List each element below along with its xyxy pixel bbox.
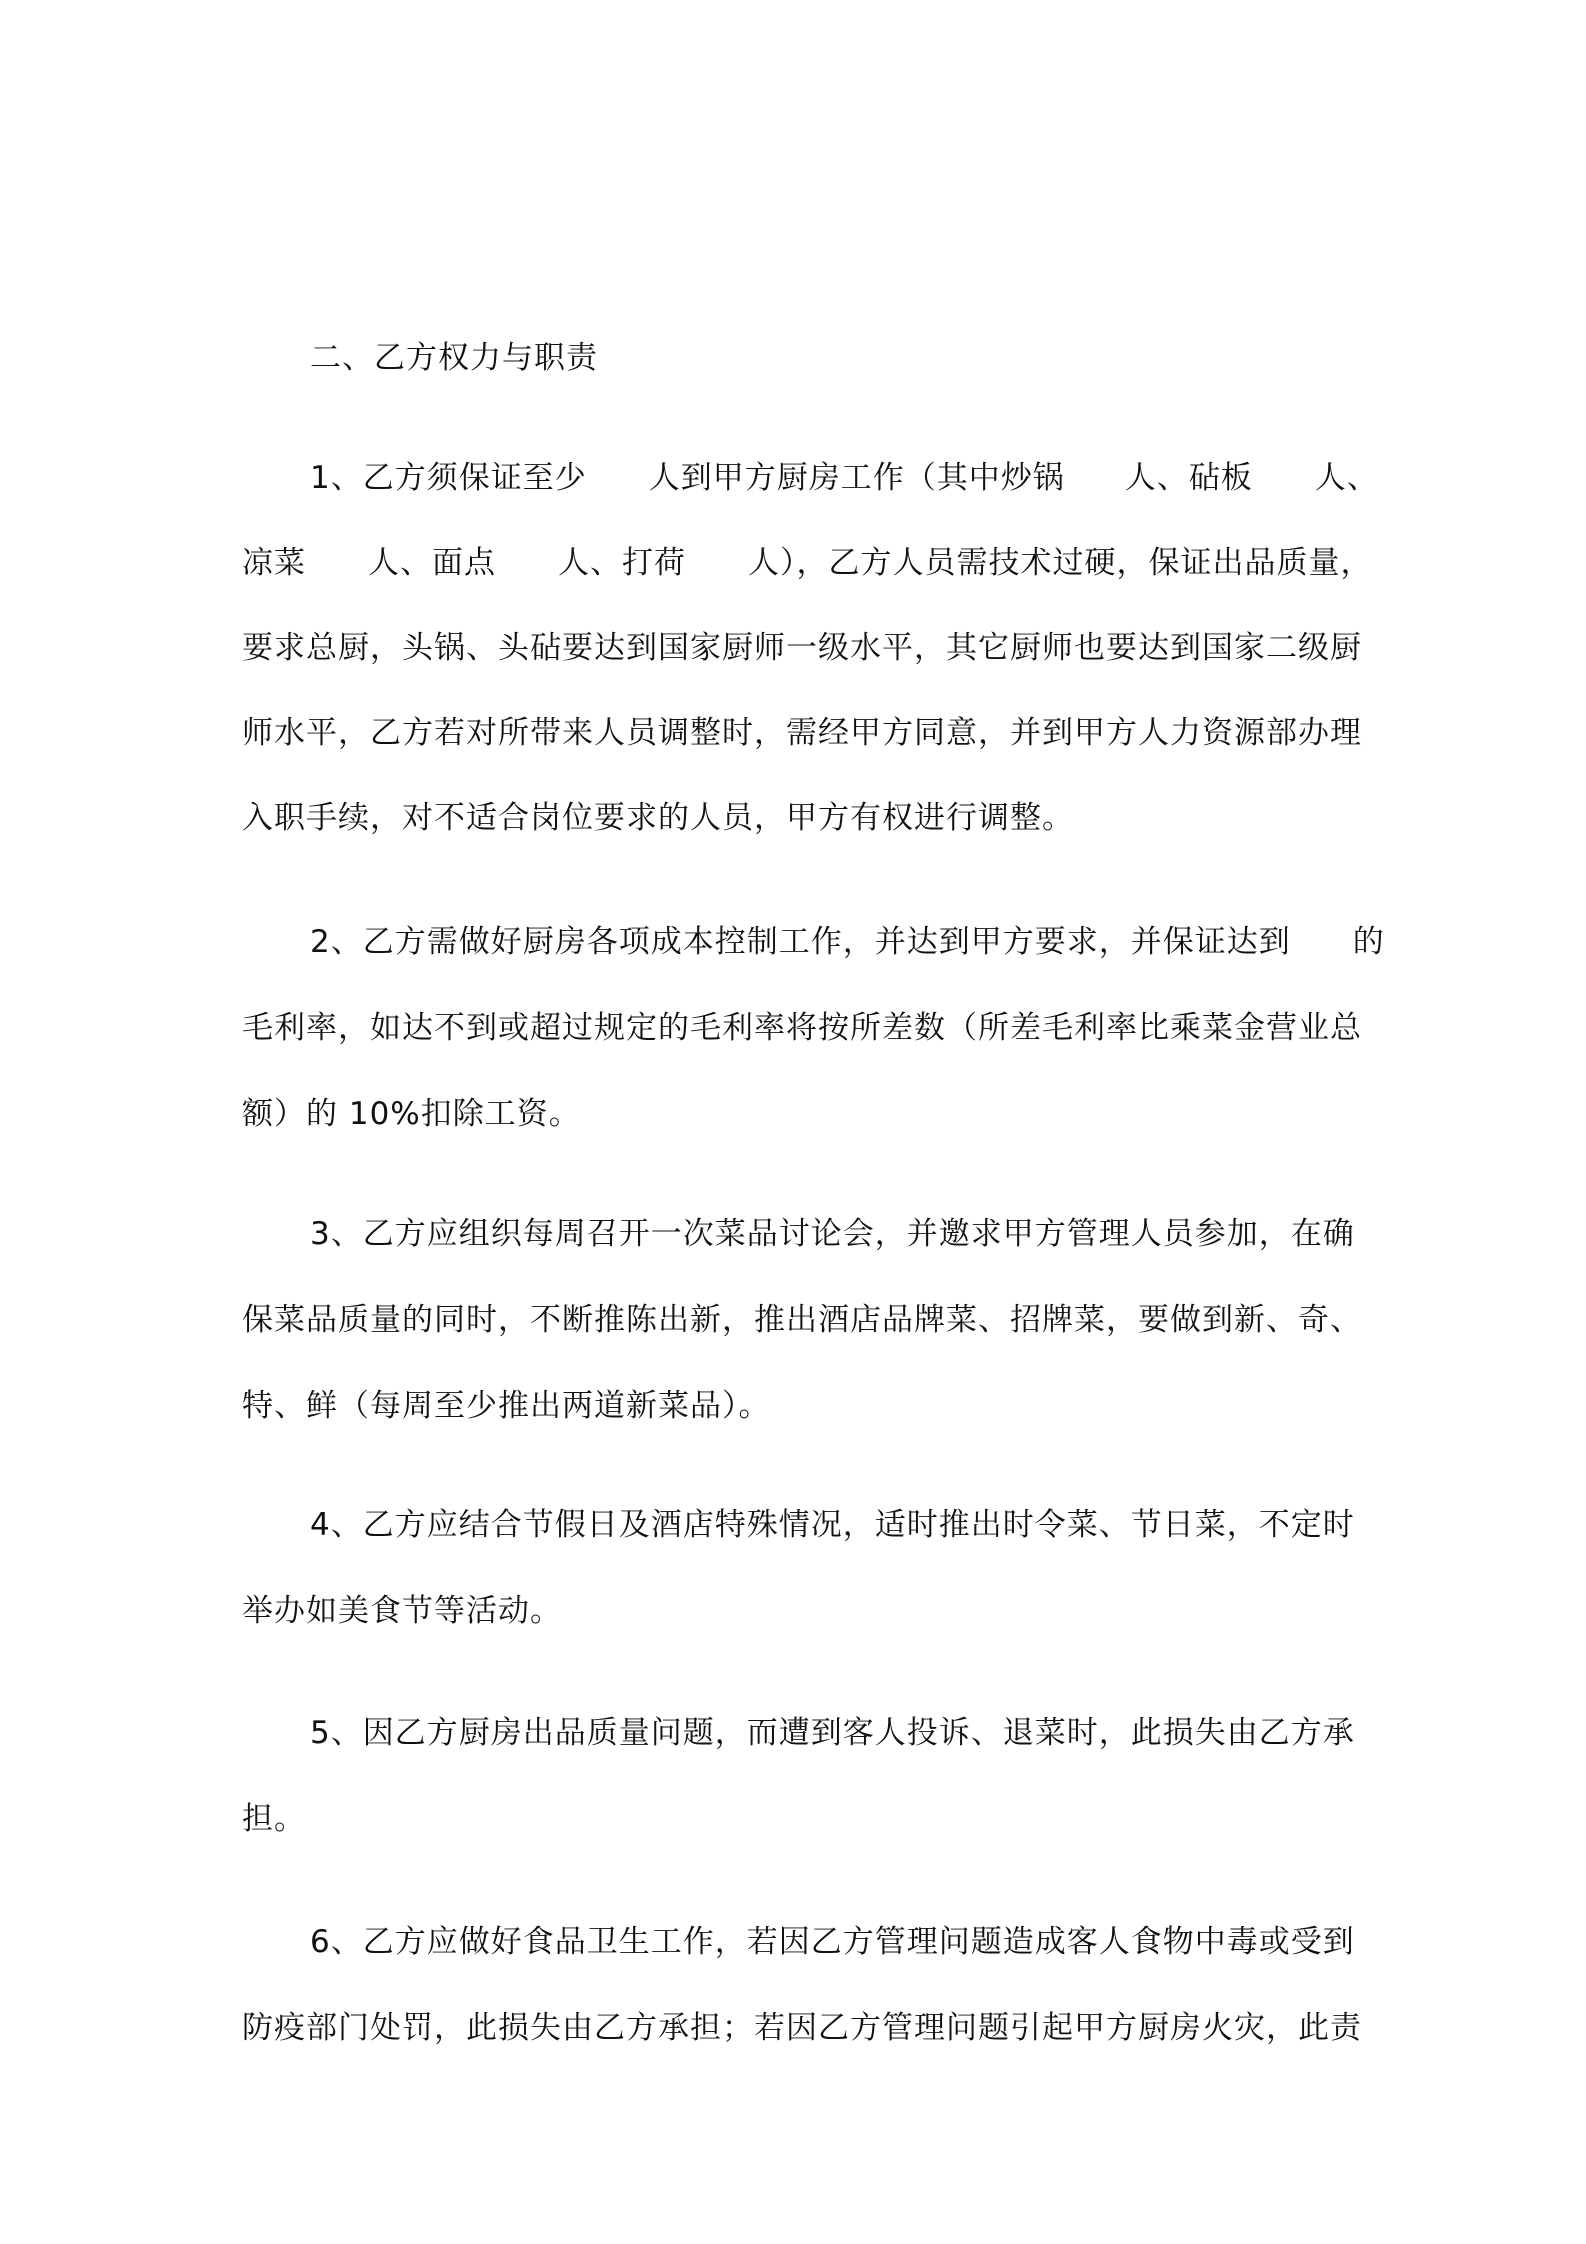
text-segment: 额）的 10%扣除工资。	[242, 1096, 581, 1132]
text-segment: 3、乙方应组织每周召开一次菜品讨论会，并邀求甲方管理人员参加，在确	[310, 1216, 1355, 1252]
paragraph-line	[242, 1094, 581, 1134]
text-segment: 人、打荷	[558, 545, 686, 581]
paragraph-line	[242, 628, 1362, 668]
text-segment: 4、乙方应结合节假日及酒店特殊情况，适时推出时令菜、节日菜，不定时	[310, 1507, 1355, 1543]
text-segment: 5、因乙方厨房出品质量问题，而遭到客人投诉、退菜时，此损失由乙方承	[310, 1715, 1355, 1751]
text-segment: 人到甲方厨房工作（其中炒锅	[648, 460, 1065, 496]
text-segment: 人、面点	[368, 545, 496, 581]
text-segment: 毛利率，如达不到或超过规定的毛利率将按所差数（所差毛利率比乘菜金营业总	[242, 1010, 1362, 1046]
paragraph-line	[310, 458, 1379, 498]
text-segment: 举办如美食节等活动。	[242, 1593, 562, 1629]
paragraph-line	[310, 1505, 1355, 1545]
section-heading: 二、乙方权力与职责	[310, 340, 598, 376]
paragraph-line	[310, 1922, 1355, 1962]
text-segment: 人、砧板	[1124, 460, 1253, 496]
text-segment: 入职手续，对不适合岗位要求的人员，甲方有权进行调整。	[242, 800, 1074, 836]
text-segment: 防疫部门处罚，此损失由乙方承担；若因乙方管理问题引起甲方厨房火灾，此责	[242, 2010, 1362, 2046]
paragraph-line	[242, 543, 1373, 583]
text-segment: 人），乙方人员需技术过硬，保证出品质量，	[748, 545, 1373, 581]
text-segment: 1、乙方须保证至少	[310, 460, 587, 496]
text-segment: 特、鲜（每周至少推出两道新菜品）。	[242, 1388, 771, 1424]
text-segment: 2、乙方需做好厨房各项成本控制工作，并达到甲方要求，并保证达到	[310, 924, 1291, 960]
paragraph-line	[242, 713, 1362, 753]
paragraph-line	[242, 798, 1074, 838]
text-segment: 要求总厨，头锅、头砧要达到国家厨师一级水平，其它厨师也要达到国家二级厨	[242, 630, 1362, 666]
paragraph-line	[242, 1591, 562, 1631]
paragraph-line	[310, 1713, 1355, 1753]
text-segment: 保菜品质量的同时，不断推陈出新，推出酒店品牌菜、招牌菜，要做到新、奇、	[242, 1302, 1362, 1338]
text-segment: 6、乙方应做好食品卫生工作，若因乙方管理问题造成客人食物中毒或受到	[310, 1924, 1355, 1960]
paragraph-line	[242, 1008, 1362, 1048]
paragraph-line	[242, 1799, 306, 1839]
text-segment: 的	[1352, 924, 1385, 960]
paragraph-line	[242, 2008, 1362, 2048]
paragraph-line	[242, 1300, 1362, 1340]
text-segment: 凉菜	[242, 545, 306, 581]
text-segment: 担。	[242, 1801, 306, 1837]
text-segment: 人、	[1314, 460, 1379, 496]
paragraph-line	[310, 922, 1385, 962]
paragraph-line	[310, 1214, 1355, 1254]
text-segment: 师水平，乙方若对所带来人员调整时，需经甲方同意，并到甲方人力资源部办理	[242, 715, 1362, 751]
paragraph-line	[242, 1386, 771, 1426]
